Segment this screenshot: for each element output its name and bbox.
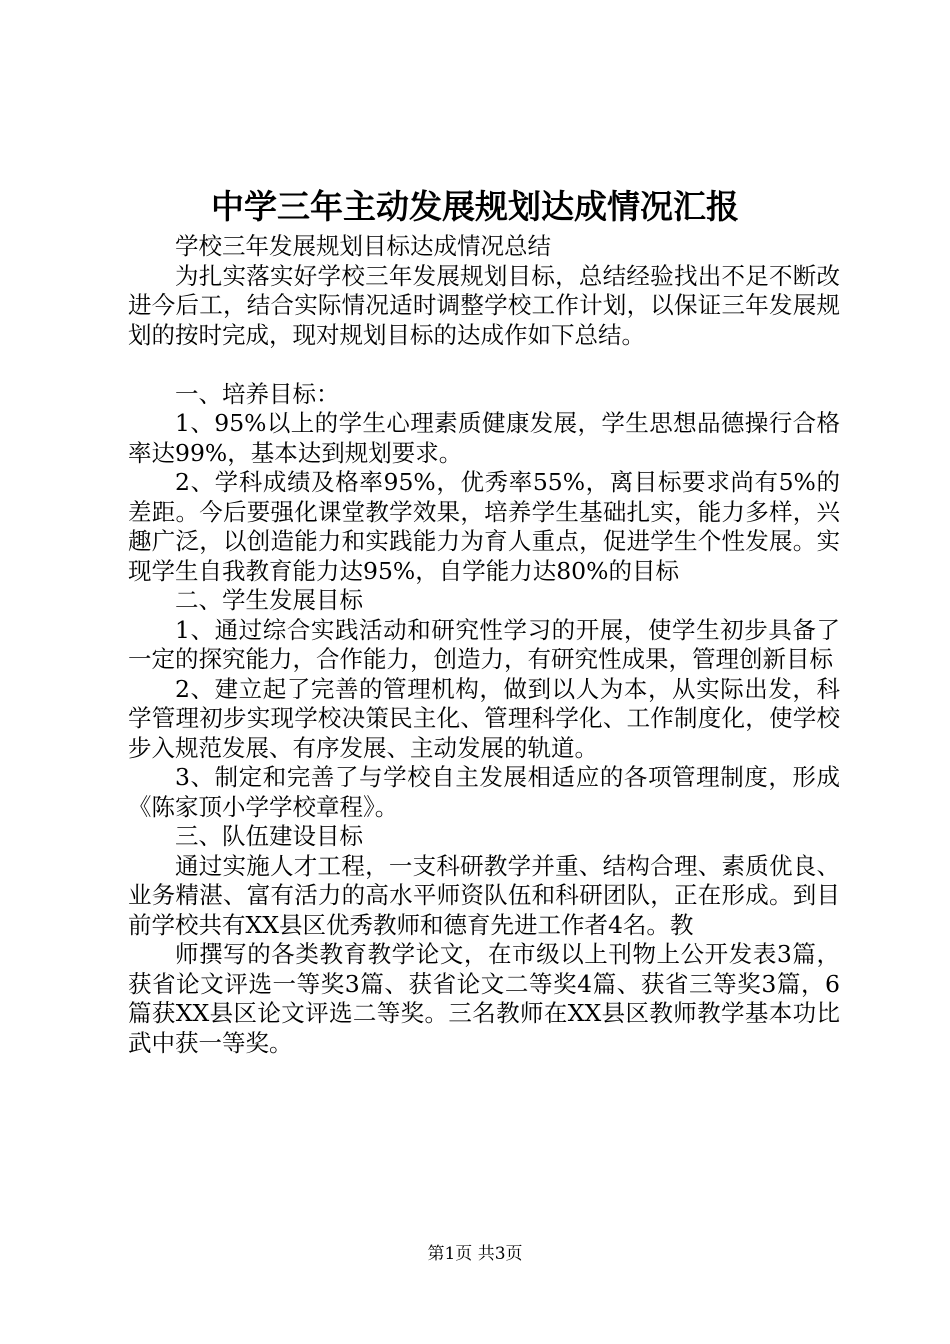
paragraph: 1、95%以上的学生心理素质健康发展，学生思想品德操行合格率达99%，基本达到规划要求。 [128,409,840,467]
section-heading-3: 三、队伍建设目标 [175,822,363,850]
section-heading-1: 一、培养目标： [175,379,340,408]
paragraph: 师撰写的各类教育教学论文，在市级以上刊物上公开发表3篇，获省论文评选一等奖3篇、获省论文二等奖4篇、获省三等奖3篇，6篇获XX县区论文评选二等奖。三名教师在XX县区教师教学基本功比武中获一等奖。 [128,940,840,1057]
paragraph-intro: 为扎实落实好学校三年发展规划目标，总结经验找出不足不断改进今后工，结合实际情况适时调整学校工作计划，以保证三年发展规划的按时完成，现对规划目标的达成作如下总结。 [128,261,840,349]
paragraph: 3、制定和完善了与学校自主发展相适应的各项管理制度，形成《陈家顶小学学校章程》。 [128,763,840,821]
section-heading-2: 二、学生发展目标 [175,586,363,614]
document-title: 中学三年主动发展规划达成情况汇报 [211,187,739,226]
paragraph: 2、建立起了完善的管理机构，做到以人为本，从实际出发，科学管理初步实现学校决策民主化、管理科学化、工作制度化，使学校步入规范发展、有序发展、主动发展的轨道。 [128,674,840,762]
paragraph: 1、通过综合实践活动和研究性学习的开展，使学生初步具备了一定的探究能力，合作能力，创造力，有研究性成果，管理创新目标 [128,615,840,673]
document-body [128,232,840,1058]
paragraph: 通过实施人才工程，一支科研教学并重、结构合理、素质优良、业务精湛、富有活力的高水平师资队伍和科研团队，正在形成。到目前学校共有XX县区优秀教师和德育先进工作者4名。教 [128,851,840,939]
paragraph: 2、学科成绩及格率95%，优秀率55%，离目标要求尚有5%的差距。今后要强化课堂教学效果，培养学生基础扎实，能力多样，兴趣广泛，以创造能力和实践能力为育人重点，促进学生个性发展。实现学生自我教育能力达95%，自学能力达80%的目标 [128,468,840,585]
page-footer: 第1页 共3页 [427,1244,523,1264]
paragraph-subtitle: 学校三年发展规划目标达成情况总结 [175,232,551,260]
